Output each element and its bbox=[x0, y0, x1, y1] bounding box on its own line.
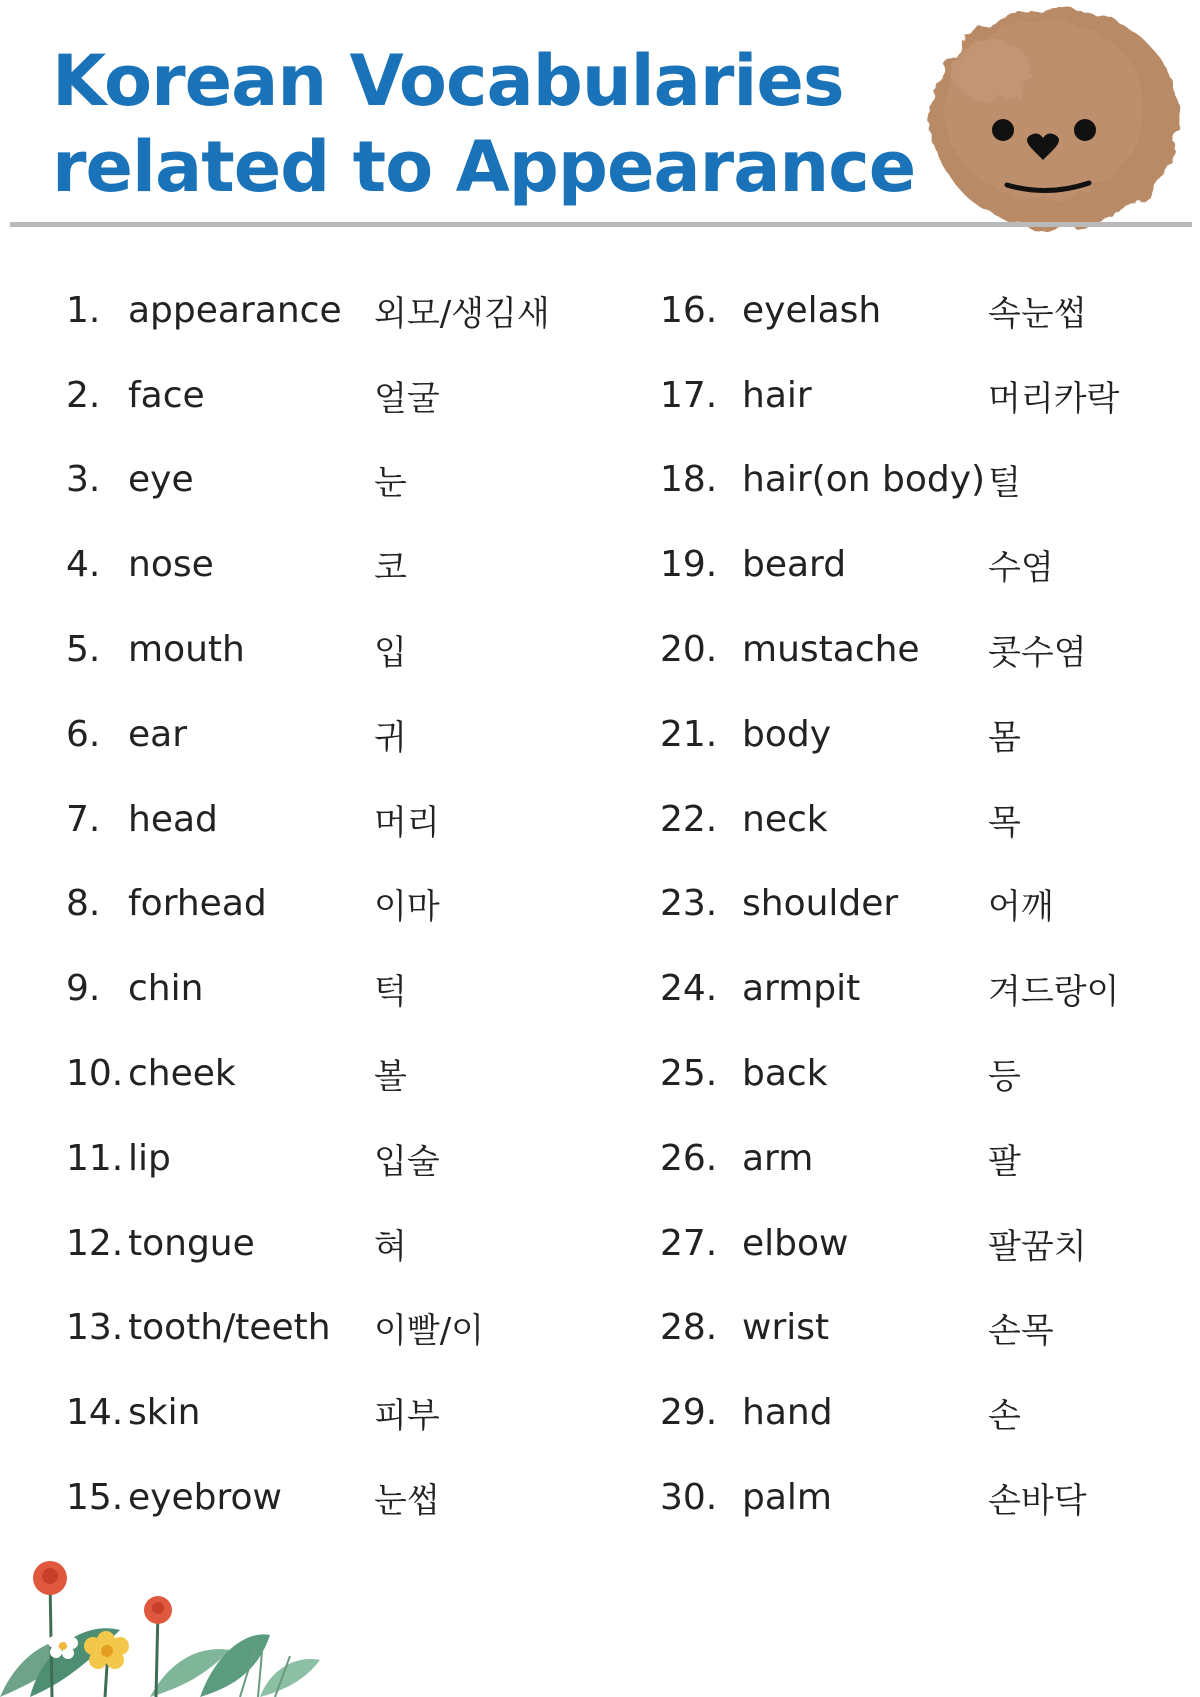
vocab-number: 12. bbox=[66, 1222, 124, 1264]
vocab-english: eye bbox=[128, 459, 194, 501]
flowers-leaves-illustration bbox=[0, 1560, 380, 1697]
vocab-row bbox=[66, 1286, 550, 1371]
vocab-number: 17. bbox=[660, 374, 718, 416]
vocab-english: lip bbox=[128, 1137, 171, 1179]
vocab-row bbox=[660, 522, 1119, 607]
vocab-korean: 눈썹 bbox=[374, 1481, 440, 1522]
vocab-row bbox=[66, 353, 550, 438]
vocab-number: 28. bbox=[660, 1307, 718, 1349]
title-line-2: related to Appearance bbox=[52, 126, 916, 208]
vocab-row bbox=[660, 946, 1119, 1031]
vocab-row bbox=[66, 1455, 550, 1540]
vocab-number: 8. bbox=[66, 883, 101, 925]
vocab-number: 11. bbox=[66, 1137, 124, 1179]
vocab-row bbox=[66, 1116, 550, 1201]
vocab-number: 5. bbox=[66, 629, 101, 671]
vocab-english: neck bbox=[742, 798, 828, 840]
vocab-number: 19. bbox=[660, 544, 718, 586]
vocab-korean: 목 bbox=[988, 802, 1021, 843]
vocab-korean: 겨드랑이 bbox=[988, 972, 1120, 1013]
vocab-korean: 콧수염 bbox=[988, 633, 1087, 674]
vocab-english: elbow bbox=[742, 1222, 849, 1264]
vocab-row bbox=[660, 438, 1119, 523]
vocab-korean: 털 bbox=[988, 463, 1021, 504]
title-line-1: Korean Vocabularies bbox=[52, 40, 844, 122]
vocab-column-right bbox=[660, 268, 1119, 1540]
vocab-row bbox=[660, 268, 1119, 353]
vocab-number: 22. bbox=[660, 798, 718, 840]
vocab-number: 27. bbox=[660, 1222, 718, 1264]
vocab-number: 16. bbox=[660, 289, 718, 331]
vocab-row bbox=[66, 777, 550, 862]
vocab-number: 14. bbox=[66, 1392, 124, 1434]
vocab-korean: 손 bbox=[988, 1396, 1021, 1437]
vocab-korean: 어깨 bbox=[988, 887, 1054, 928]
vocab-row bbox=[66, 522, 550, 607]
vocab-english: back bbox=[742, 1053, 828, 1095]
vocab-number: 6. bbox=[66, 713, 101, 755]
vocab-english: chin bbox=[128, 968, 204, 1010]
vocab-korean: 턱 bbox=[374, 972, 407, 1013]
vocab-korean: 입 bbox=[374, 633, 407, 674]
vocab-english: head bbox=[128, 798, 218, 840]
vocab-korean: 입술 bbox=[374, 1141, 440, 1182]
vocab-row bbox=[66, 607, 550, 692]
vocab-korean: 머리 bbox=[374, 802, 440, 843]
vocab-korean: 혀 bbox=[374, 1226, 407, 1267]
vocab-row bbox=[66, 946, 550, 1031]
vocab-row bbox=[660, 1116, 1119, 1201]
vocab-korean: 이빨/이 bbox=[374, 1311, 484, 1352]
vocab-number: 30. bbox=[660, 1477, 718, 1519]
vocab-english: skin bbox=[128, 1392, 201, 1434]
vocab-row bbox=[66, 862, 550, 947]
vocab-column-left bbox=[66, 268, 550, 1540]
vocab-row bbox=[660, 1455, 1119, 1540]
vocab-english: hair(on body) bbox=[742, 459, 986, 501]
vocab-row bbox=[660, 1286, 1119, 1371]
vocab-english: ear bbox=[128, 713, 188, 755]
vocab-row bbox=[66, 692, 550, 777]
vocab-row bbox=[660, 777, 1119, 862]
vocab-korean: 이마 bbox=[374, 887, 440, 928]
bear-face-icon bbox=[895, 0, 1200, 250]
vocab-row bbox=[660, 1031, 1119, 1116]
vocab-number: 24. bbox=[660, 968, 718, 1010]
vocab-english: forhead bbox=[128, 883, 267, 925]
vocab-english: cheek bbox=[128, 1053, 236, 1095]
vocab-number: 20. bbox=[660, 629, 718, 671]
vocab-number: 23. bbox=[660, 883, 718, 925]
vocab-english: nose bbox=[128, 544, 214, 586]
vocab-english: eyebrow bbox=[128, 1477, 282, 1519]
vocab-number: 21. bbox=[660, 713, 718, 755]
vocab-row bbox=[66, 438, 550, 523]
vocab-korean: 팔 bbox=[988, 1141, 1021, 1182]
vocab-row bbox=[660, 353, 1119, 438]
vocab-english: tooth/teeth bbox=[128, 1307, 331, 1349]
vocab-row bbox=[660, 1201, 1119, 1286]
header-divider bbox=[10, 222, 1192, 227]
vocab-english: appearance bbox=[128, 289, 342, 331]
page-title bbox=[52, 38, 915, 210]
vocab-english: armpit bbox=[742, 968, 861, 1010]
vocab-number: 4. bbox=[66, 544, 101, 586]
vocab-korean: 몸 bbox=[988, 717, 1021, 758]
vocab-row bbox=[660, 1370, 1119, 1455]
vocab-english: hair bbox=[742, 374, 812, 416]
vocab-row bbox=[66, 1370, 550, 1455]
vocab-number: 10. bbox=[66, 1053, 124, 1095]
vocab-korean: 코 bbox=[374, 548, 407, 589]
vocab-english: palm bbox=[742, 1477, 832, 1519]
vocab-english: mouth bbox=[128, 629, 245, 671]
vocab-row bbox=[66, 268, 550, 353]
vocab-korean: 등 bbox=[988, 1057, 1021, 1098]
vocab-english: face bbox=[128, 374, 205, 416]
vocab-korean: 귀 bbox=[374, 717, 407, 758]
vocab-english: tongue bbox=[128, 1222, 255, 1264]
vocab-english: mustache bbox=[742, 629, 920, 671]
vocab-row bbox=[66, 1201, 550, 1286]
vocab-number: 29. bbox=[660, 1392, 718, 1434]
vocab-number: 26. bbox=[660, 1137, 718, 1179]
vocab-english: eyelash bbox=[742, 289, 882, 331]
vocab-korean: 팔꿈치 bbox=[988, 1226, 1087, 1267]
vocab-korean: 볼 bbox=[374, 1057, 407, 1098]
vocab-number: 7. bbox=[66, 798, 101, 840]
vocab-number: 15. bbox=[66, 1477, 124, 1519]
vocab-row bbox=[660, 607, 1119, 692]
vocab-row bbox=[660, 862, 1119, 947]
vocab-english: hand bbox=[742, 1392, 833, 1434]
vocab-korean: 피부 bbox=[374, 1396, 440, 1437]
vocab-english: wrist bbox=[742, 1307, 830, 1349]
vocab-number: 9. bbox=[66, 968, 101, 1010]
vocab-row bbox=[660, 692, 1119, 777]
vocab-korean: 얼굴 bbox=[374, 378, 440, 419]
vocab-korean: 속눈썹 bbox=[988, 293, 1087, 334]
vocab-english: beard bbox=[742, 544, 847, 586]
vocab-row bbox=[66, 1031, 550, 1116]
vocab-korean: 손목 bbox=[988, 1311, 1054, 1352]
vocab-korean: 손바닥 bbox=[988, 1481, 1087, 1522]
vocab-number: 13. bbox=[66, 1307, 124, 1349]
vocab-korean: 머리카락 bbox=[988, 378, 1120, 419]
vocab-english: arm bbox=[742, 1137, 814, 1179]
vocab-korean: 외모/생김새 bbox=[374, 293, 550, 334]
vocab-number: 25. bbox=[660, 1053, 718, 1095]
vocab-english: shoulder bbox=[742, 883, 899, 925]
vocab-korean: 눈 bbox=[374, 463, 407, 504]
vocab-number: 1. bbox=[66, 289, 101, 331]
vocab-number: 18. bbox=[660, 459, 718, 501]
vocab-number: 3. bbox=[66, 459, 101, 501]
vocab-english: body bbox=[742, 713, 832, 755]
vocab-korean: 수염 bbox=[988, 548, 1054, 589]
vocab-number: 2. bbox=[66, 374, 101, 416]
